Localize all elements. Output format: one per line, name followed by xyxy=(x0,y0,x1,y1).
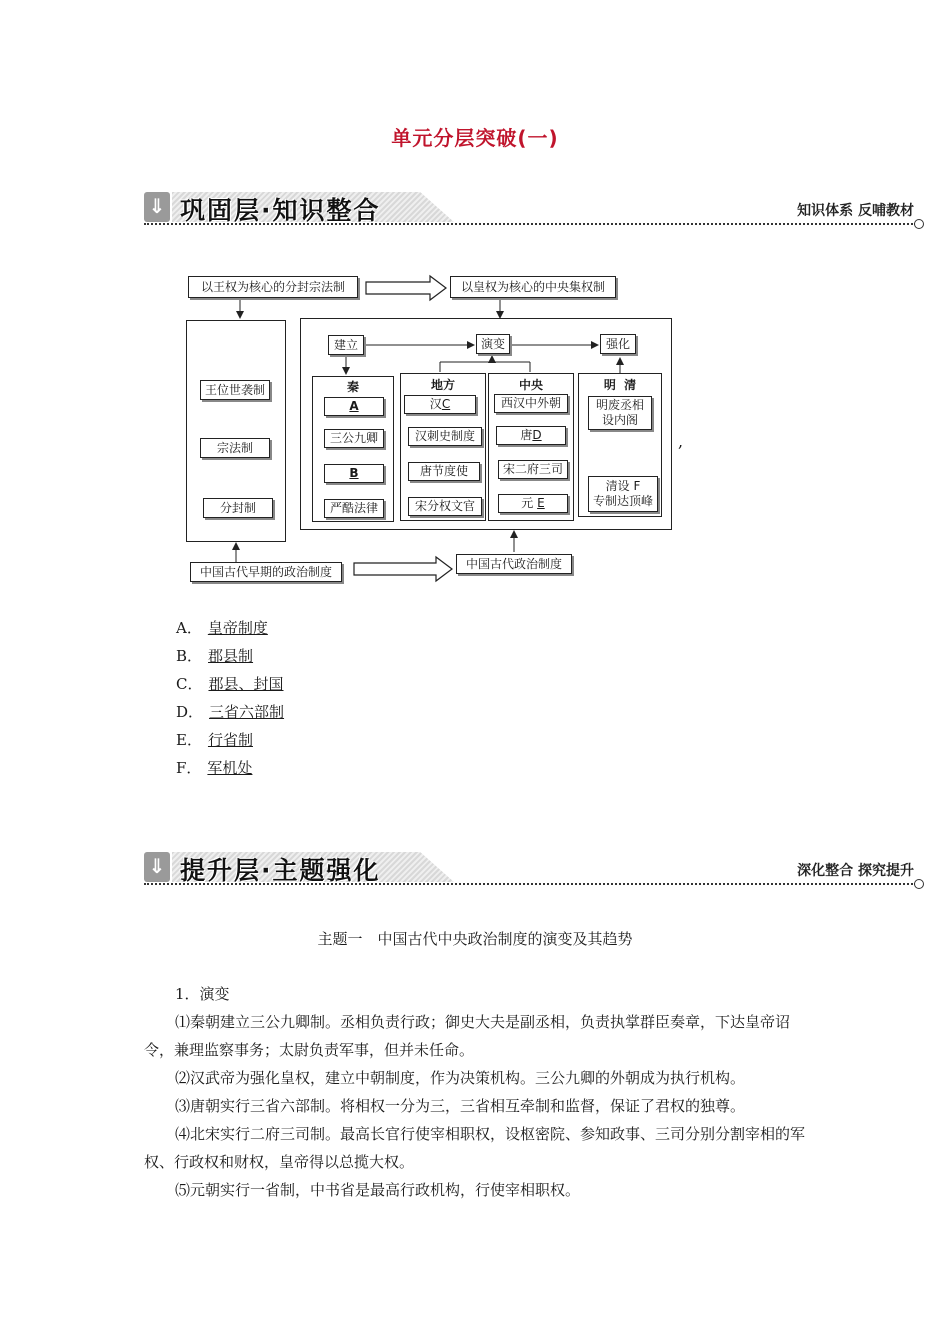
banner-title: 巩固层·知识整合 xyxy=(180,196,381,225)
down-arrow-icon: ⇓ xyxy=(144,192,170,222)
box-establish: 建立 xyxy=(328,335,364,355)
knowledge-diagram xyxy=(0,0,950,600)
qin-label: 秦 xyxy=(346,380,359,394)
banner-title: 提升层·主题强化 xyxy=(180,856,381,885)
local-item-han: 汉 C xyxy=(404,395,476,414)
box-strengthen: 强化 xyxy=(600,334,636,354)
paragraph: ⑸元朝实行一省制，中书省是最高行政机构，行使宰相职权。 xyxy=(175,1181,581,1199)
box-fenfeng: 分封制 xyxy=(203,498,273,518)
page-title: 单元分层突破(一) xyxy=(391,126,559,150)
trailing-comma: , xyxy=(678,432,684,451)
box-evolve: 演变 xyxy=(476,334,510,354)
mingqing-item-qing: 清设 F 专制达顶峰 xyxy=(588,476,658,512)
option-e: E． 行省制 xyxy=(176,731,253,749)
qin-item-b: B xyxy=(324,464,384,483)
mingqing-item-ming: 明废丞相 设内阁 xyxy=(588,396,652,430)
qin-item-sangong: 三公九卿 xyxy=(324,429,384,448)
qin-item-law: 严酷法律 xyxy=(324,499,384,518)
option-f: F． 军机处 xyxy=(176,759,253,777)
paragraph: ⑴秦朝建立三公九卿制。丞相负责行政；御史大夫是副丞相，负责执掌群臣奏章，下达皇帝诏令，兼理监察事务；太尉负责军事，但并未任命。 xyxy=(144,1013,791,1059)
box-fengjian-zongfa: 以王权为核心的分封宗法制 xyxy=(188,276,358,298)
central-item-yuan: 元 E xyxy=(498,494,568,513)
box-central-autocracy: 以皇权为核心的中央集权制 xyxy=(450,276,616,298)
section-banner-enhance xyxy=(144,848,924,892)
central-item-xihan: 西汉中外朝 xyxy=(494,394,568,413)
banner-divider xyxy=(144,883,916,885)
box-early-politics: 中国古代早期的政治制度 xyxy=(190,562,342,582)
central-label: 中央 xyxy=(518,378,543,392)
central-item-song: 宋二府三司 xyxy=(498,460,568,479)
theme-heading: 主题一 中国古代中央政治制度的演变及其趋势 xyxy=(317,930,633,948)
banner-subtitle: 知识体系 反哺教材 xyxy=(797,203,914,219)
box-ancient-politics: 中国古代政治制度 xyxy=(456,554,572,574)
box-hereditary-throne: 王位世袭制 xyxy=(200,380,270,400)
option-b: B． 郡县制 xyxy=(176,647,254,665)
answer-options xyxy=(176,614,284,782)
mingqing-label: 明 清 xyxy=(603,378,637,392)
paragraph: ⑷北宋实行二府三司制。最高长官行使宰相职权，设枢密院、参知政事、三司分别分割宰相的军权、行政权和财权，皇帝得以总揽大权。 xyxy=(144,1125,806,1171)
paragraph: ⑶唐朝实行三省六部制。将相权一分为三，三省相互牵制和监督，保证了君权的独尊。 xyxy=(175,1097,746,1115)
section-heading: 1．演变 xyxy=(175,985,230,1003)
central-item-tang: 唐 D xyxy=(496,426,566,445)
local-item-jiedushi: 唐节度使 xyxy=(408,462,480,481)
box-zongfa: 宗法制 xyxy=(200,438,270,458)
local-item-cishi: 汉刺史制度 xyxy=(408,427,482,446)
local-item-song: 宋分权文官 xyxy=(408,497,482,516)
banner-end-dot xyxy=(914,879,924,889)
paragraph: ⑵汉武帝为强化皇权，建立中朝制度，作为决策机构。三公九卿的外朝成为执行机构。 xyxy=(175,1069,746,1087)
body-text xyxy=(144,980,814,1204)
option-a: A． 皇帝制度 xyxy=(176,619,268,637)
local-label: 地方 xyxy=(430,378,455,392)
hollow-arrow-top xyxy=(366,276,446,300)
hollow-arrow-bottom xyxy=(354,557,452,581)
option-c: C． 郡县、封国 xyxy=(176,675,284,693)
option-d: D． 三省六部制 xyxy=(176,703,285,721)
down-arrow-icon: ⇓ xyxy=(144,852,170,882)
qin-item-a: A xyxy=(324,397,384,416)
banner-subtitle: 深化整合 探究提升 xyxy=(797,863,914,879)
